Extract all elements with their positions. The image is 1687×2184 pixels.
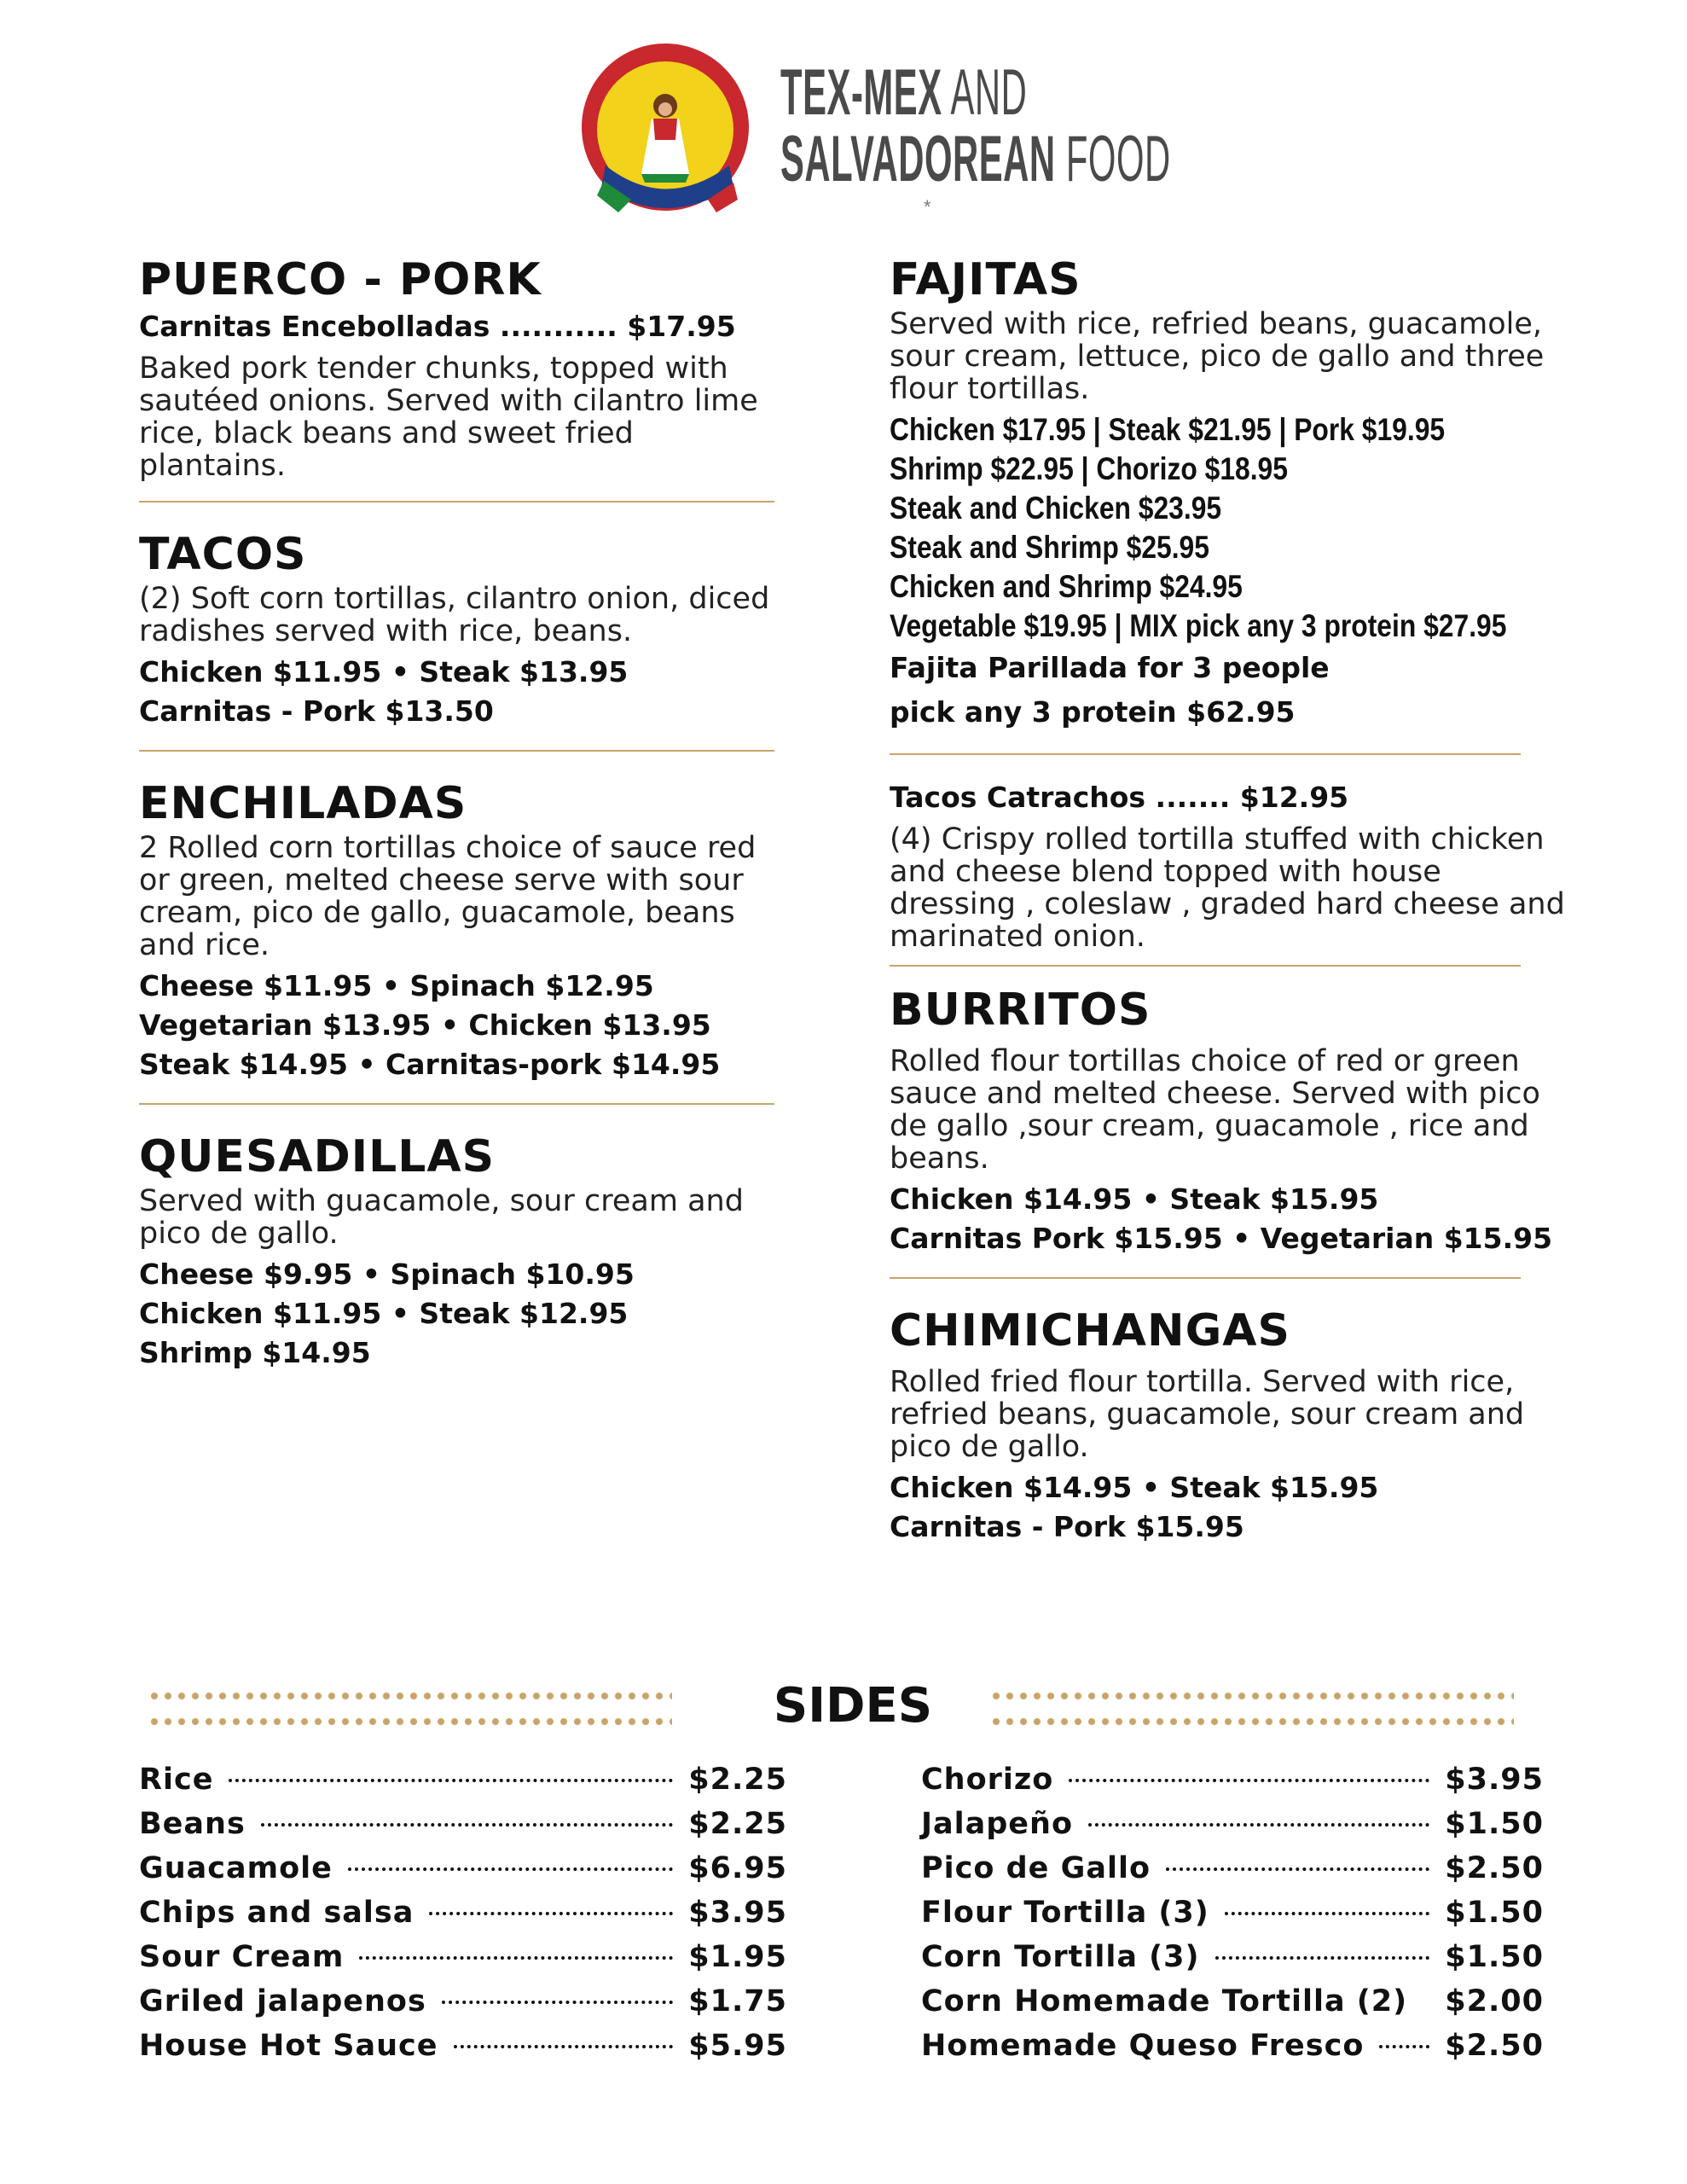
item-carnitas-encebolladas: Carnitas Encebolladas ........... $17.95 (139, 310, 736, 343)
list-item: Chorizo $3.95 (921, 1763, 1544, 1797)
section-description: Baked pork tender chunks, topped with sautéed onions. Served with cilantro lime rice, black beans and sweet fried plantains. (139, 351, 758, 483)
section-chimichangas (890, 1303, 1572, 1547)
section-fajitas (890, 252, 1572, 735)
section-description: (4) Crispy rolled tortilla stuffed with chicken and cheese blend topped with house dressing , coleslaw , graded hard cheese and marinated onion. (890, 822, 1565, 954)
tagline-food: FOOD (1065, 123, 1171, 195)
list-item: Chips and salsa $3.95 (139, 1896, 787, 1930)
price-line: Shrimp $22.95 | Chorizo $18.95 (890, 451, 1288, 486)
price-line: Carnitas - Pork $13.50 (139, 694, 494, 728)
price-line: Steak and Chicken $23.95 (890, 491, 1222, 526)
price-line: Cheese $11.95 • Spinach $12.95 (139, 969, 654, 1002)
divider (139, 1103, 774, 1105)
sides-list-right (921, 1757, 1544, 2068)
list-item: Homemade Queso Fresco $2.50 (921, 2029, 1544, 2063)
section-description: 2 Rolled corn tortillas choice of sauce red or green, melted cheese serve with sour cream, pico de gallo, guacamole, beans and rice. (139, 831, 757, 962)
divider (139, 501, 774, 502)
dotted-ornament-right (989, 1683, 1514, 1734)
sides-header (136, 1668, 1544, 1753)
price-line: Steak $14.95 • Carnitas-pork $14.95 (139, 1048, 721, 1081)
price-line: Chicken $11.95 • Steak $12.95 (139, 1297, 629, 1330)
parillada-line: pick any 3 protein $62.95 (890, 695, 1296, 729)
price-line: Chicken $14.95 • Steak $15.95 (890, 1471, 1379, 1504)
price-line: Vegetable $19.95 | MIX pick any 3 protein $27.95 (890, 608, 1507, 643)
price-line: Steak and Shrimp $25.95 (890, 530, 1209, 565)
price-line: Chicken and Shrimp $24.95 (890, 569, 1243, 604)
tagline-star: * (924, 196, 932, 218)
price-line: Cheese $9.95 • Spinach $10.95 (139, 1258, 635, 1291)
dotted-ornament-left (148, 1683, 672, 1734)
list-item: Sour Cream $1.95 (139, 1940, 787, 1974)
list-item: Guacamole $6.95 (139, 1851, 787, 1885)
list-item: Jalapeño $1.50 (921, 1807, 1544, 1841)
price-line: Vegetarian $13.95 • Chicken $13.95 (139, 1008, 711, 1042)
tagline-and: AND (950, 56, 1028, 129)
list-item: House Hot Sauce $5.95 (139, 2029, 787, 2063)
section-title: BURRITOS (890, 985, 1151, 1036)
section-description: Rolled fried flour tortilla. Served with rice, refried beans, guacamole, sour cream and pico de gallo. (890, 1365, 1525, 1464)
section-description: (2) Soft corn tortillas, cilantro onion, diced radishes served with rice, beans. (139, 582, 770, 648)
price-line: Carnitas - Pork $15.95 (890, 1510, 1244, 1543)
section-description: Served with guacamole, sour cream and pico de gallo. (139, 1184, 744, 1251)
item-tacos-catrachos: Tacos Catrachos ....... $12.95 (890, 781, 1349, 814)
divider (890, 753, 1521, 755)
list-item: Pico de Gallo $2.50 (921, 1851, 1544, 1885)
tagline-salvadorean: SALVADOREAN (780, 123, 1056, 195)
section-quesadillas (139, 1129, 774, 1373)
section-title: TACOS (139, 529, 307, 580)
list-item: Corn Tortilla (3) $1.50 (921, 1940, 1544, 1974)
divider (139, 750, 774, 752)
parillada-line: Fajita Parillada for 3 people (890, 651, 1330, 684)
section-tacos (139, 526, 774, 731)
price-line: Chicken $11.95 • Steak $13.95 (139, 655, 629, 688)
price-line: Shrimp $14.95 (139, 1336, 371, 1369)
list-item: Griled jalapenos $1.75 (139, 1984, 787, 2018)
section-title: FAJITAS (890, 254, 1081, 305)
section-title: QUESADILLAS (139, 1131, 496, 1182)
divider (890, 1277, 1521, 1279)
la-campesina-logo-icon (580, 38, 755, 221)
section-title: PUERCO - PORK (139, 254, 542, 305)
tagline-texmex: TEX-MEX (780, 56, 942, 129)
section-burritos (890, 982, 1572, 1258)
section-title: CHIMICHANGAS (890, 1305, 1290, 1356)
section-enchiladas (139, 775, 774, 1084)
right-column (890, 252, 1572, 1547)
tagline (780, 56, 1490, 218)
section-description: Served with rice, refried beans, guacamole, sour cream, lettuce, pico de gallo and three flour tortillas. (890, 307, 1545, 406)
left-column (139, 252, 774, 1373)
tagline-line-2 (780, 123, 1171, 195)
price-line: Chicken $17.95 | Steak $21.95 | Pork $19.95 (890, 412, 1446, 447)
sides-title: SIDES (773, 1678, 933, 1734)
section-tacos-catrachos (890, 779, 1572, 953)
price-line: Carnitas Pork $15.95 • Vegetarian $15.95 (890, 1222, 1553, 1255)
section-pork (139, 252, 774, 482)
list-item: Beans $2.25 (139, 1807, 787, 1841)
divider (890, 965, 1521, 967)
section-title: ENCHILADAS (139, 778, 467, 829)
tagline-line-1 (780, 56, 1171, 129)
list-item: Flour Tortilla (3) $1.50 (921, 1896, 1544, 1930)
sides-list-left (139, 1757, 787, 2068)
list-item: Rice $2.25 (139, 1763, 787, 1797)
list-item: Corn Homemade Tortilla (2) $2.00 (921, 1984, 1544, 2018)
price-line: Chicken $14.95 • Steak $15.95 (890, 1182, 1379, 1216)
section-description: Rolled flour tortillas choice of red or green sauce and melted cheese. Served with pico de gallo ,sour cream, guacamole , rice and beans. (890, 1044, 1540, 1176)
